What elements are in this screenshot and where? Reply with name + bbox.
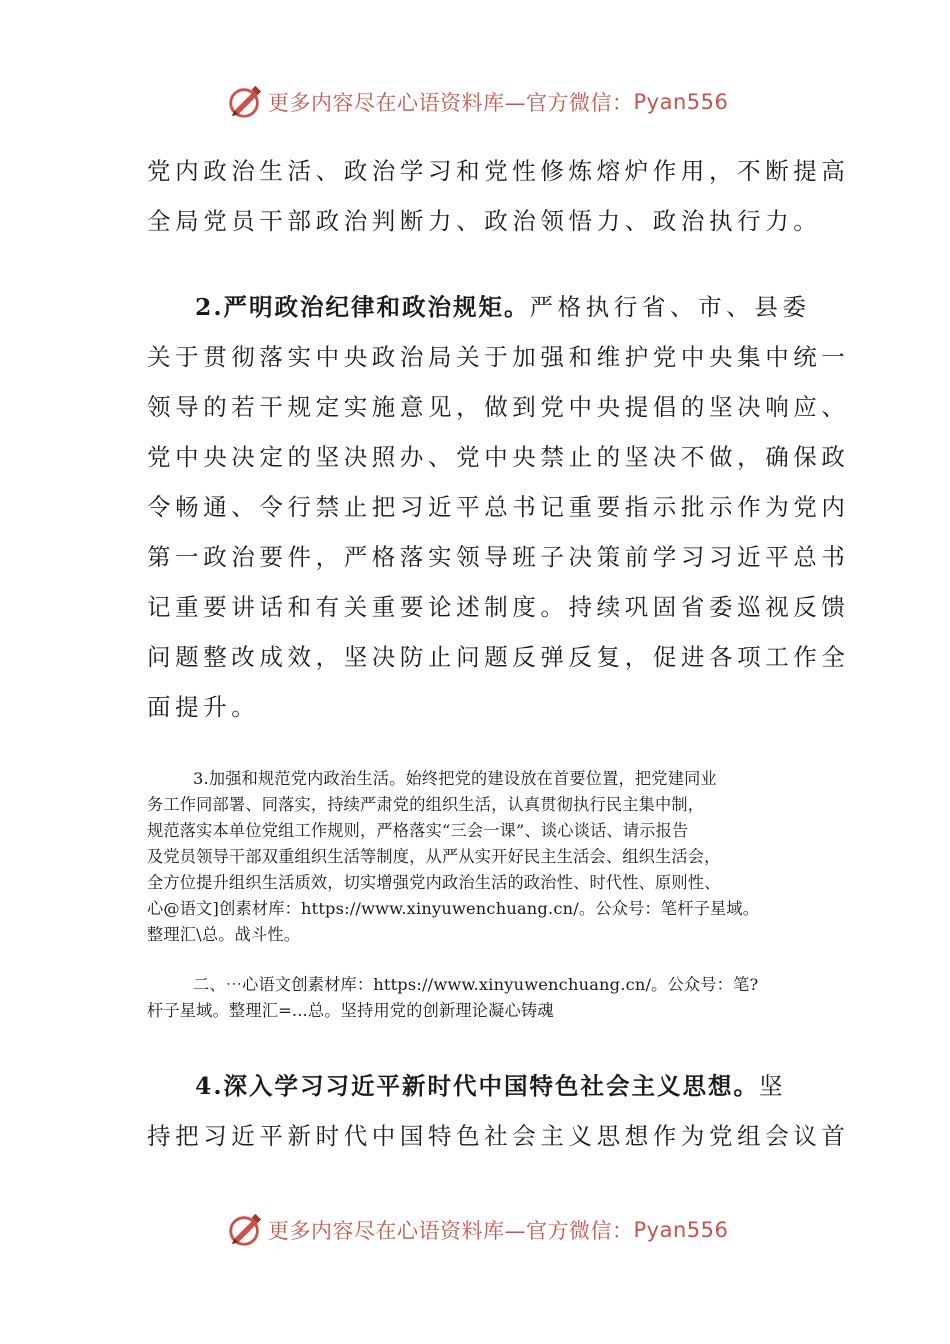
- text-line: 第一政治要件，严格落实领导班子决策前学习习近平总书: [147, 543, 850, 571]
- text-line: 记重要讲话和有关重要论述制度。持续巩固省委巡视反馈: [147, 593, 850, 621]
- text-line: 规范落实本单位党组工作规则，严格落实“三会一课”、谈心谈话、请示报告: [147, 821, 689, 840]
- text-line: 全局党员干部政治判断力、政治领悟力、政治执行力。: [147, 207, 822, 235]
- text-line: 关于贯彻落实中央政治局关于加强和维护党中央集中统一: [147, 343, 850, 371]
- footer-watermark: [0, 1208, 950, 1252]
- paragraph-study-thought: [147, 1061, 850, 1161]
- pen-logo-icon: [226, 83, 264, 121]
- text-line: 3.加强和规范党内政治生活。始终把党的建设放在首要位置，把党建同业: [193, 769, 717, 788]
- header-watermark: [0, 80, 950, 124]
- text-line: [147, 282, 811, 332]
- paragraph-political-life: [147, 766, 819, 948]
- text-line: 党内政治生活、政治学习和党性修炼熔炉作用，不断提高: [147, 157, 850, 185]
- paragraph-section-two: [147, 972, 819, 1024]
- paragraph-continuation: [147, 146, 850, 246]
- watermark-text: 更多内容尽在心语资料库—官方微信：: [268, 91, 634, 115]
- text-line: 务工作同部署、同落实，持续严肃党的组织生活，认真贯彻执行民主集中制，: [147, 795, 705, 814]
- text-line: 令畅通、令行禁止把习近平总书记重要指示批示作为党内: [147, 493, 850, 521]
- text-line: 及党员领导干部双重组织生活等制度，从严从实开好民主生活会、组织生活会，: [147, 847, 721, 866]
- section-heading: 2.严明政治纪律和政治规矩。: [195, 293, 530, 321]
- text-line: 全方位提升组织生活质效，切实增强党内政治生活的政治性、时代性、原则性、: [147, 873, 721, 892]
- paragraph-political-discipline: [147, 282, 850, 732]
- text-line: 领导的若干规定实施意见，做到党中央提倡的坚决响应、: [147, 393, 850, 421]
- text-line: 整理汇\总。战斗性。: [147, 925, 301, 944]
- text-run: 坚: [759, 1072, 788, 1100]
- text-line: 党中央决定的坚决照办、党中央禁止的坚决不做，确保政: [147, 443, 850, 471]
- text-line: 问题整改成效，坚决防止问题反弹反复，促进各项工作全: [147, 643, 850, 671]
- watermark-wechat: Pyan556: [633, 90, 729, 114]
- pen-logo-icon: [226, 1211, 264, 1249]
- text-line: 二、⋯心语文创素材库：https://www.xinyuwenchuang.cn/。公众号：笔?: [193, 975, 759, 994]
- text-line: 持把习近平新时代中国特色社会主义思想作为党组会议首: [147, 1122, 850, 1150]
- watermark-wechat: Pyan556: [633, 1218, 729, 1242]
- text-line: [147, 1061, 807, 1111]
- text-line: 面提升。: [147, 693, 260, 721]
- text-line: 心@语文]创素材库：https://www.xinyuwenchuang.cn/。公众号：笔杆子星域。: [147, 899, 760, 918]
- text-run: 严格执行省、市、县委: [529, 293, 811, 321]
- section-heading: 4.深入学习习近平新时代中国特色社会主义思想。: [195, 1072, 760, 1100]
- text-line: 杆子星域。整理汇=...总。坚持用党的创新理论凝心铸魂: [147, 1001, 554, 1020]
- watermark-text: 更多内容尽在心语资料库—官方微信：: [268, 1219, 634, 1243]
